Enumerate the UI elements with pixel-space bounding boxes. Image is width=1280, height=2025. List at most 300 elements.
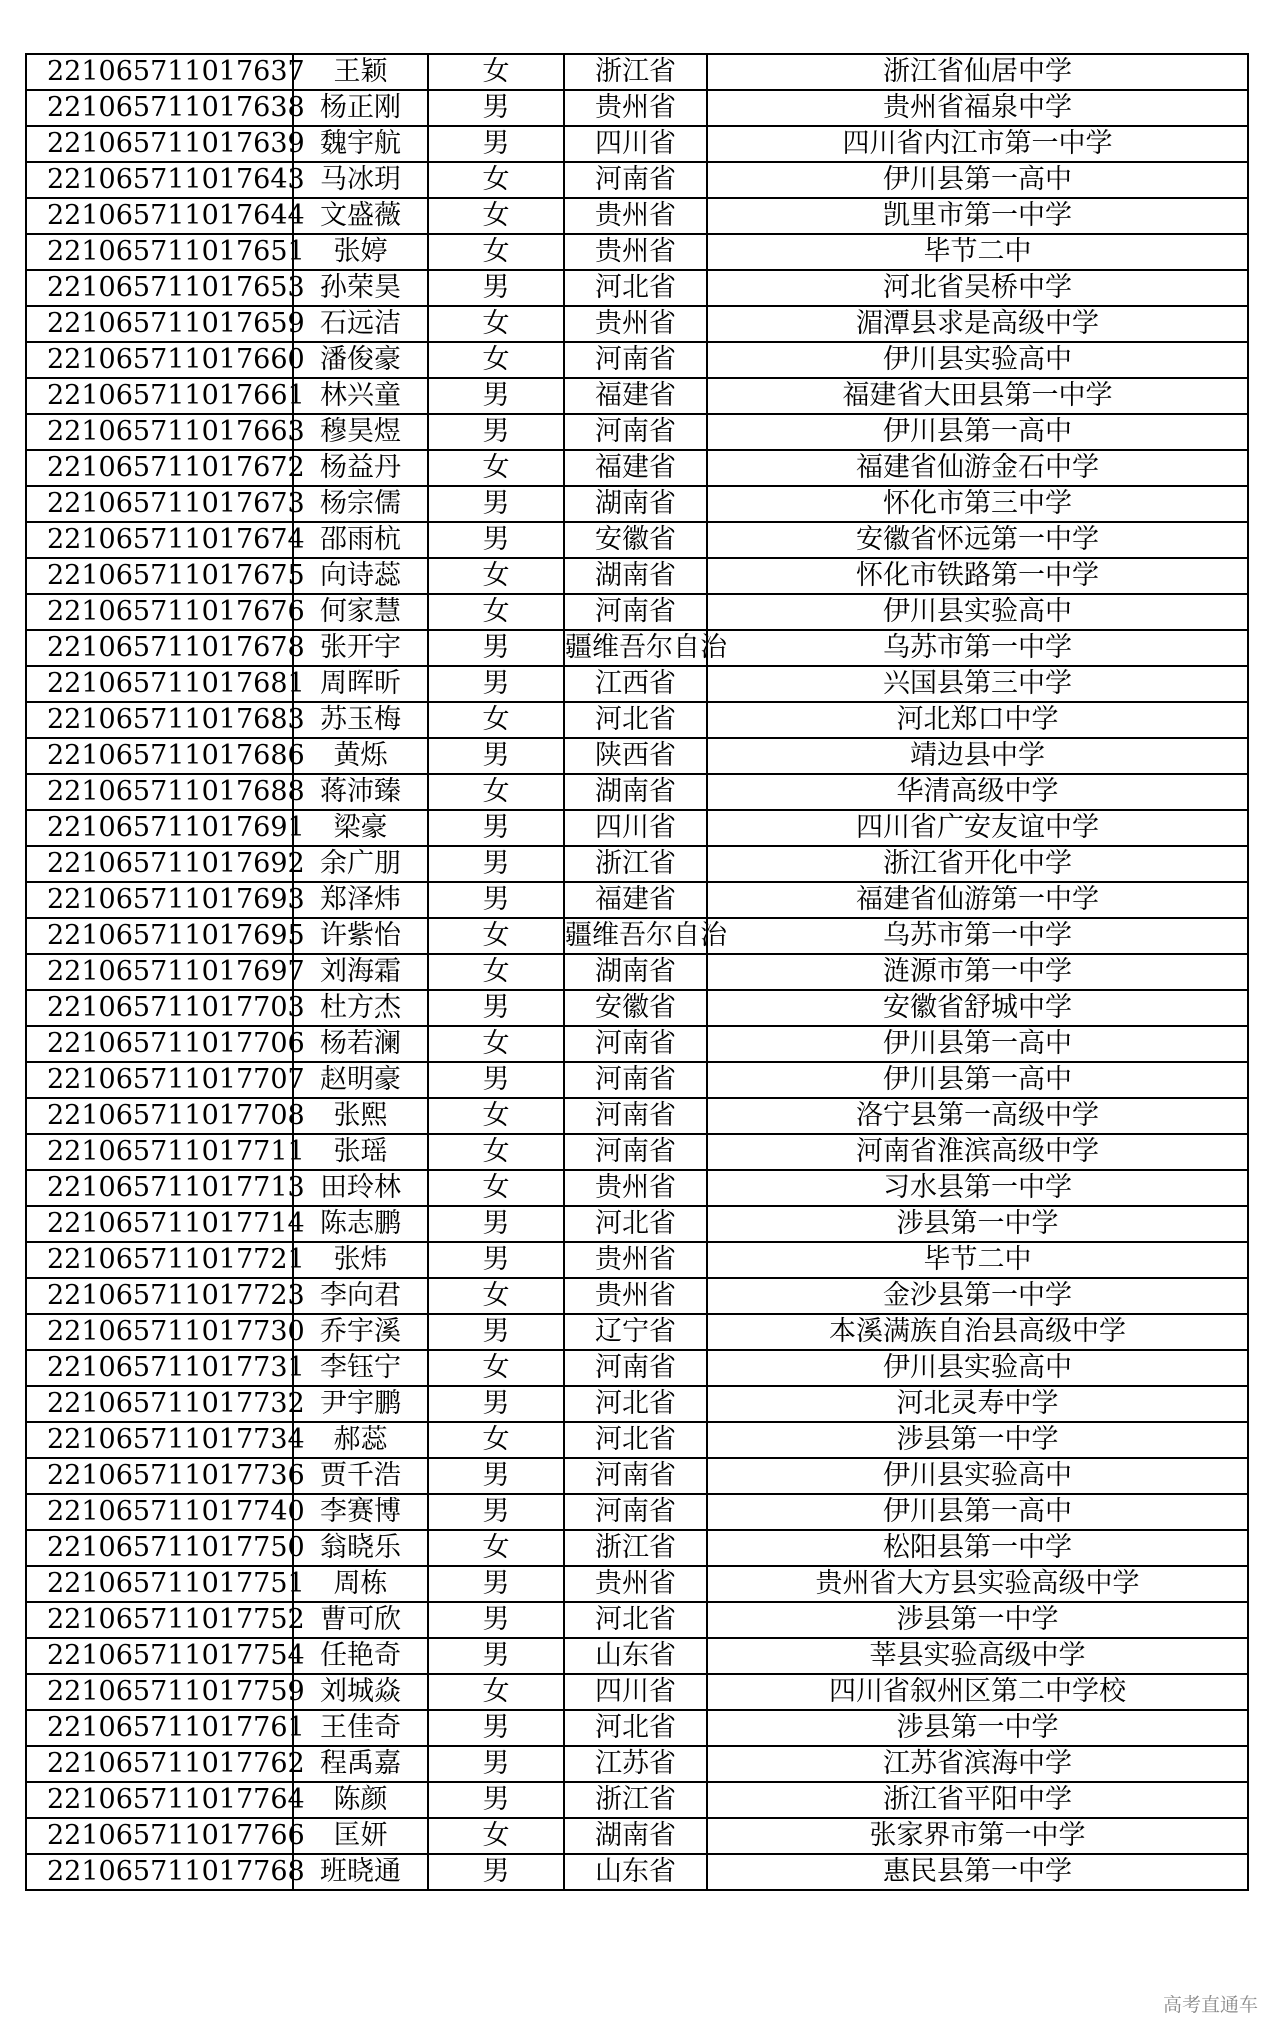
school-cell: 四川省内江市第一中学	[707, 126, 1248, 162]
name-cell: 刘海霜	[293, 954, 428, 990]
province-cell: 河北省	[564, 702, 707, 738]
id-cell: 221065711017708	[26, 1098, 293, 1134]
id-cell: 221065711017764	[26, 1782, 293, 1818]
school-cell: 涉县第一中学	[707, 1710, 1248, 1746]
gender-cell: 男	[428, 1206, 564, 1242]
table-row	[26, 306, 1248, 342]
id-cell: 221065711017723	[26, 1278, 293, 1314]
school-cell: 安徽省怀远第一中学	[707, 522, 1248, 558]
id-cell: 221065711017644	[26, 198, 293, 234]
table-row	[26, 1782, 1248, 1818]
id-cell: 221065711017638	[26, 90, 293, 126]
id-cell: 221065711017707	[26, 1062, 293, 1098]
id-cell: 221065711017695	[26, 918, 293, 954]
gender-cell: 男	[428, 1062, 564, 1098]
id-cell: 221065711017659	[26, 306, 293, 342]
school-cell: 河南省淮滨高级中学	[707, 1134, 1248, 1170]
province-cell: 疆维吾尔自治	[564, 630, 707, 666]
id-cell: 221065711017751	[26, 1566, 293, 1602]
name-cell: 张熙	[293, 1098, 428, 1134]
gender-cell: 男	[428, 90, 564, 126]
gender-cell: 女	[428, 1278, 564, 1314]
table-row	[26, 1566, 1248, 1602]
table-row	[26, 738, 1248, 774]
province-cell: 贵州省	[564, 198, 707, 234]
name-cell: 曹可欣	[293, 1602, 428, 1638]
id-cell: 221065711017663	[26, 414, 293, 450]
gender-cell: 女	[428, 1170, 564, 1206]
table-row	[26, 1602, 1248, 1638]
id-cell: 221065711017676	[26, 594, 293, 630]
gender-cell: 男	[428, 738, 564, 774]
table-row	[26, 1746, 1248, 1782]
id-cell: 221065711017721	[26, 1242, 293, 1278]
name-cell: 苏玉梅	[293, 702, 428, 738]
province-cell: 河南省	[564, 1098, 707, 1134]
school-cell: 乌苏市第一中学	[707, 630, 1248, 666]
table-row	[26, 666, 1248, 702]
id-cell: 221065711017691	[26, 810, 293, 846]
school-cell: 涉县第一中学	[707, 1206, 1248, 1242]
name-cell: 郑泽炜	[293, 882, 428, 918]
province-cell: 浙江省	[564, 1782, 707, 1818]
table-row	[26, 126, 1248, 162]
table-row	[26, 1638, 1248, 1674]
school-cell: 伊川县第一高中	[707, 1026, 1248, 1062]
table-row	[26, 630, 1248, 666]
school-cell: 河北郑口中学	[707, 702, 1248, 738]
gender-cell: 男	[428, 882, 564, 918]
school-cell: 习水县第一中学	[707, 1170, 1248, 1206]
table-row	[26, 162, 1248, 198]
id-cell: 221065711017678	[26, 630, 293, 666]
province-cell: 河南省	[564, 1494, 707, 1530]
table-row	[26, 1386, 1248, 1422]
gender-cell: 男	[428, 126, 564, 162]
id-cell: 221065711017692	[26, 846, 293, 882]
name-cell: 邵雨杭	[293, 522, 428, 558]
name-cell: 李钰宁	[293, 1350, 428, 1386]
table-row	[26, 1530, 1248, 1566]
province-cell: 陕西省	[564, 738, 707, 774]
gender-cell: 男	[428, 1458, 564, 1494]
gender-cell: 男	[428, 1638, 564, 1674]
name-cell: 何家慧	[293, 594, 428, 630]
name-cell: 张婷	[293, 234, 428, 270]
province-cell: 江西省	[564, 666, 707, 702]
table-row	[26, 1206, 1248, 1242]
school-cell: 怀化市铁路第一中学	[707, 558, 1248, 594]
table-row	[26, 1170, 1248, 1206]
school-cell: 毕节二中	[707, 1242, 1248, 1278]
gender-cell: 女	[428, 558, 564, 594]
gender-cell: 男	[428, 1710, 564, 1746]
gender-cell: 女	[428, 450, 564, 486]
id-cell: 221065711017683	[26, 702, 293, 738]
name-cell: 余广朋	[293, 846, 428, 882]
table-row	[26, 990, 1248, 1026]
gender-cell: 男	[428, 1746, 564, 1782]
gender-cell: 女	[428, 1530, 564, 1566]
table-row	[26, 594, 1248, 630]
id-cell: 221065711017730	[26, 1314, 293, 1350]
gender-cell: 女	[428, 342, 564, 378]
school-cell: 福建省大田县第一中学	[707, 378, 1248, 414]
school-cell: 莘县实验高级中学	[707, 1638, 1248, 1674]
name-cell: 许紫怡	[293, 918, 428, 954]
school-cell: 湄潭县求是高级中学	[707, 306, 1248, 342]
province-cell: 湖南省	[564, 774, 707, 810]
school-cell: 伊川县第一高中	[707, 162, 1248, 198]
name-cell: 匡妍	[293, 1818, 428, 1854]
school-cell: 涉县第一中学	[707, 1602, 1248, 1638]
school-cell: 松阳县第一中学	[707, 1530, 1248, 1566]
id-cell: 221065711017688	[26, 774, 293, 810]
province-cell: 山东省	[564, 1854, 707, 1890]
admission-table	[25, 53, 1249, 1891]
name-cell: 贾千浩	[293, 1458, 428, 1494]
name-cell: 石远洁	[293, 306, 428, 342]
name-cell: 赵明豪	[293, 1062, 428, 1098]
table-row	[26, 486, 1248, 522]
province-cell: 湖南省	[564, 1818, 707, 1854]
id-cell: 221065711017675	[26, 558, 293, 594]
name-cell: 陈颜	[293, 1782, 428, 1818]
id-cell: 221065711017693	[26, 882, 293, 918]
province-cell: 贵州省	[564, 1242, 707, 1278]
name-cell: 李赛博	[293, 1494, 428, 1530]
province-cell: 河南省	[564, 1062, 707, 1098]
province-cell: 河南省	[564, 594, 707, 630]
school-cell: 凯里市第一中学	[707, 198, 1248, 234]
gender-cell: 男	[428, 990, 564, 1026]
id-cell: 221065711017672	[26, 450, 293, 486]
id-cell: 221065711017674	[26, 522, 293, 558]
table-row	[26, 342, 1248, 378]
province-cell: 福建省	[564, 378, 707, 414]
name-cell: 杨益丹	[293, 450, 428, 486]
watermark: 高考直通车	[1162, 1994, 1258, 2016]
school-cell: 安徽省舒城中学	[707, 990, 1248, 1026]
gender-cell: 男	[428, 1242, 564, 1278]
province-cell: 福建省	[564, 450, 707, 486]
province-cell: 湖南省	[564, 954, 707, 990]
gender-cell: 男	[428, 1566, 564, 1602]
school-cell: 伊川县实验高中	[707, 1350, 1248, 1386]
province-cell: 贵州省	[564, 306, 707, 342]
name-cell: 魏宇航	[293, 126, 428, 162]
school-cell: 河北省吴桥中学	[707, 270, 1248, 306]
table-row	[26, 1674, 1248, 1710]
table-body	[26, 54, 1248, 1890]
name-cell: 杨若澜	[293, 1026, 428, 1062]
id-cell: 221065711017766	[26, 1818, 293, 1854]
gender-cell: 女	[428, 1026, 564, 1062]
gender-cell: 男	[428, 810, 564, 846]
gender-cell: 男	[428, 522, 564, 558]
province-cell: 湖南省	[564, 558, 707, 594]
table-row	[26, 1278, 1248, 1314]
name-cell: 周晖昕	[293, 666, 428, 702]
table-row	[26, 1026, 1248, 1062]
school-cell: 贵州省大方县实验高级中学	[707, 1566, 1248, 1602]
name-cell: 文盛薇	[293, 198, 428, 234]
school-cell: 惠民县第一中学	[707, 1854, 1248, 1890]
gender-cell: 男	[428, 630, 564, 666]
table-row	[26, 1854, 1248, 1890]
school-cell: 涟源市第一中学	[707, 954, 1248, 990]
gender-cell: 女	[428, 1674, 564, 1710]
gender-cell: 女	[428, 954, 564, 990]
id-cell: 221065711017734	[26, 1422, 293, 1458]
name-cell: 杜方杰	[293, 990, 428, 1026]
table-row	[26, 1242, 1248, 1278]
name-cell: 黄烁	[293, 738, 428, 774]
school-cell: 四川省叙州区第二中学校	[707, 1674, 1248, 1710]
table-row	[26, 774, 1248, 810]
school-cell: 涉县第一中学	[707, 1422, 1248, 1458]
table-row	[26, 1422, 1248, 1458]
gender-cell: 女	[428, 54, 564, 90]
province-cell: 浙江省	[564, 54, 707, 90]
gender-cell: 男	[428, 1314, 564, 1350]
table-row	[26, 234, 1248, 270]
name-cell: 乔宇溪	[293, 1314, 428, 1350]
province-cell: 河北省	[564, 270, 707, 306]
province-cell: 贵州省	[564, 90, 707, 126]
id-cell: 221065711017740	[26, 1494, 293, 1530]
province-cell: 四川省	[564, 1674, 707, 1710]
province-cell: 浙江省	[564, 1530, 707, 1566]
table-row	[26, 1314, 1248, 1350]
school-cell: 福建省仙游第一中学	[707, 882, 1248, 918]
gender-cell: 女	[428, 1818, 564, 1854]
gender-cell: 女	[428, 1350, 564, 1386]
id-cell: 221065711017639	[26, 126, 293, 162]
province-cell: 河南省	[564, 1134, 707, 1170]
gender-cell: 女	[428, 918, 564, 954]
gender-cell: 男	[428, 486, 564, 522]
name-cell: 向诗蕊	[293, 558, 428, 594]
gender-cell: 男	[428, 1854, 564, 1890]
id-cell: 221065711017637	[26, 54, 293, 90]
name-cell: 班晓通	[293, 1854, 428, 1890]
table-row	[26, 810, 1248, 846]
table-row	[26, 198, 1248, 234]
province-cell: 河南省	[564, 162, 707, 198]
gender-cell: 男	[428, 666, 564, 702]
province-cell: 山东省	[564, 1638, 707, 1674]
table-row	[26, 1098, 1248, 1134]
name-cell: 刘城焱	[293, 1674, 428, 1710]
table-row	[26, 522, 1248, 558]
name-cell: 马冰玥	[293, 162, 428, 198]
name-cell: 张瑶	[293, 1134, 428, 1170]
province-cell: 河南省	[564, 414, 707, 450]
table-row	[26, 54, 1248, 90]
name-cell: 陈志鹏	[293, 1206, 428, 1242]
name-cell: 潘俊豪	[293, 342, 428, 378]
id-cell: 221065711017660	[26, 342, 293, 378]
id-cell: 221065711017713	[26, 1170, 293, 1206]
id-cell: 221065711017762	[26, 1746, 293, 1782]
school-cell: 江苏省滨海中学	[707, 1746, 1248, 1782]
school-cell: 伊川县实验高中	[707, 594, 1248, 630]
name-cell: 郝蕊	[293, 1422, 428, 1458]
school-cell: 伊川县第一高中	[707, 1062, 1248, 1098]
province-cell: 河北省	[564, 1206, 707, 1242]
school-cell: 靖边县中学	[707, 738, 1248, 774]
province-cell: 河南省	[564, 1350, 707, 1386]
school-cell: 洛宁县第一高级中学	[707, 1098, 1248, 1134]
province-cell: 四川省	[564, 126, 707, 162]
table-row	[26, 918, 1248, 954]
school-cell: 兴国县第三中学	[707, 666, 1248, 702]
id-cell: 221065711017732	[26, 1386, 293, 1422]
gender-cell: 女	[428, 306, 564, 342]
table-row	[26, 378, 1248, 414]
id-cell: 221065711017711	[26, 1134, 293, 1170]
school-cell: 乌苏市第一中学	[707, 918, 1248, 954]
province-cell: 福建省	[564, 882, 707, 918]
gender-cell: 女	[428, 198, 564, 234]
id-cell: 221065711017768	[26, 1854, 293, 1890]
province-cell: 江苏省	[564, 1746, 707, 1782]
table-row	[26, 954, 1248, 990]
gender-cell: 男	[428, 1782, 564, 1818]
school-cell: 伊川县第一高中	[707, 1494, 1248, 1530]
table-row	[26, 846, 1248, 882]
id-cell: 221065711017750	[26, 1530, 293, 1566]
gender-cell: 男	[428, 414, 564, 450]
school-cell: 河北灵寿中学	[707, 1386, 1248, 1422]
id-cell: 221065711017731	[26, 1350, 293, 1386]
name-cell: 程禹嘉	[293, 1746, 428, 1782]
id-cell: 221065711017703	[26, 990, 293, 1026]
name-cell: 王颖	[293, 54, 428, 90]
name-cell: 穆昊煜	[293, 414, 428, 450]
gender-cell: 女	[428, 702, 564, 738]
province-cell: 安徽省	[564, 990, 707, 1026]
table-row	[26, 1134, 1248, 1170]
name-cell: 杨正刚	[293, 90, 428, 126]
name-cell: 梁豪	[293, 810, 428, 846]
school-cell: 金沙县第一中学	[707, 1278, 1248, 1314]
province-cell: 贵州省	[564, 234, 707, 270]
school-cell: 福建省仙游金石中学	[707, 450, 1248, 486]
gender-cell: 女	[428, 1098, 564, 1134]
gender-cell: 女	[428, 234, 564, 270]
id-cell: 221065711017736	[26, 1458, 293, 1494]
id-cell: 221065711017651	[26, 234, 293, 270]
name-cell: 张开宇	[293, 630, 428, 666]
province-cell: 四川省	[564, 810, 707, 846]
table-row	[26, 90, 1248, 126]
gender-cell: 男	[428, 1602, 564, 1638]
name-cell: 张炜	[293, 1242, 428, 1278]
province-cell: 浙江省	[564, 846, 707, 882]
school-cell: 怀化市第三中学	[707, 486, 1248, 522]
province-cell: 河北省	[564, 1386, 707, 1422]
school-cell: 本溪满族自治县高级中学	[707, 1314, 1248, 1350]
id-cell: 221065711017752	[26, 1602, 293, 1638]
province-cell: 河北省	[564, 1602, 707, 1638]
name-cell: 翁晓乐	[293, 1530, 428, 1566]
school-cell: 伊川县实验高中	[707, 342, 1248, 378]
province-cell: 河北省	[564, 1422, 707, 1458]
name-cell: 田玲林	[293, 1170, 428, 1206]
province-cell: 贵州省	[564, 1566, 707, 1602]
table-row	[26, 1818, 1248, 1854]
name-cell: 林兴童	[293, 378, 428, 414]
table-row	[26, 414, 1248, 450]
id-cell: 221065711017759	[26, 1674, 293, 1710]
id-cell: 221065711017643	[26, 162, 293, 198]
id-cell: 221065711017754	[26, 1638, 293, 1674]
school-cell: 浙江省仙居中学	[707, 54, 1248, 90]
province-cell: 疆维吾尔自治	[564, 918, 707, 954]
school-cell: 毕节二中	[707, 234, 1248, 270]
gender-cell: 男	[428, 1386, 564, 1422]
province-cell: 辽宁省	[564, 1314, 707, 1350]
table-row	[26, 702, 1248, 738]
id-cell: 221065711017673	[26, 486, 293, 522]
table-row	[26, 558, 1248, 594]
school-cell: 浙江省平阳中学	[707, 1782, 1248, 1818]
gender-cell: 男	[428, 378, 564, 414]
name-cell: 尹宇鹏	[293, 1386, 428, 1422]
id-cell: 221065711017661	[26, 378, 293, 414]
name-cell: 蒋沛臻	[293, 774, 428, 810]
province-cell: 河北省	[564, 1710, 707, 1746]
province-cell: 河南省	[564, 342, 707, 378]
gender-cell: 女	[428, 774, 564, 810]
id-cell: 221065711017714	[26, 1206, 293, 1242]
name-cell: 李向君	[293, 1278, 428, 1314]
school-cell: 张家界市第一中学	[707, 1818, 1248, 1854]
gender-cell: 男	[428, 270, 564, 306]
gender-cell: 女	[428, 1134, 564, 1170]
school-cell: 贵州省福泉中学	[707, 90, 1248, 126]
gender-cell: 女	[428, 594, 564, 630]
province-cell: 贵州省	[564, 1278, 707, 1314]
name-cell: 孙荣昊	[293, 270, 428, 306]
table-row	[26, 270, 1248, 306]
school-cell: 伊川县第一高中	[707, 414, 1248, 450]
province-cell: 河南省	[564, 1026, 707, 1062]
id-cell: 221065711017681	[26, 666, 293, 702]
gender-cell: 男	[428, 1494, 564, 1530]
table-row	[26, 882, 1248, 918]
id-cell: 221065711017653	[26, 270, 293, 306]
id-cell: 221065711017761	[26, 1710, 293, 1746]
school-cell: 四川省广安友谊中学	[707, 810, 1248, 846]
table-row	[26, 450, 1248, 486]
name-cell: 杨宗儒	[293, 486, 428, 522]
id-cell: 221065711017686	[26, 738, 293, 774]
table-row	[26, 1710, 1248, 1746]
province-cell: 河南省	[564, 1458, 707, 1494]
name-cell: 王佳奇	[293, 1710, 428, 1746]
table-row	[26, 1350, 1248, 1386]
table-row	[26, 1458, 1248, 1494]
province-cell: 湖南省	[564, 486, 707, 522]
gender-cell: 女	[428, 162, 564, 198]
school-cell: 浙江省开化中学	[707, 846, 1248, 882]
gender-cell: 男	[428, 846, 564, 882]
name-cell: 任艳奇	[293, 1638, 428, 1674]
province-cell: 安徽省	[564, 522, 707, 558]
